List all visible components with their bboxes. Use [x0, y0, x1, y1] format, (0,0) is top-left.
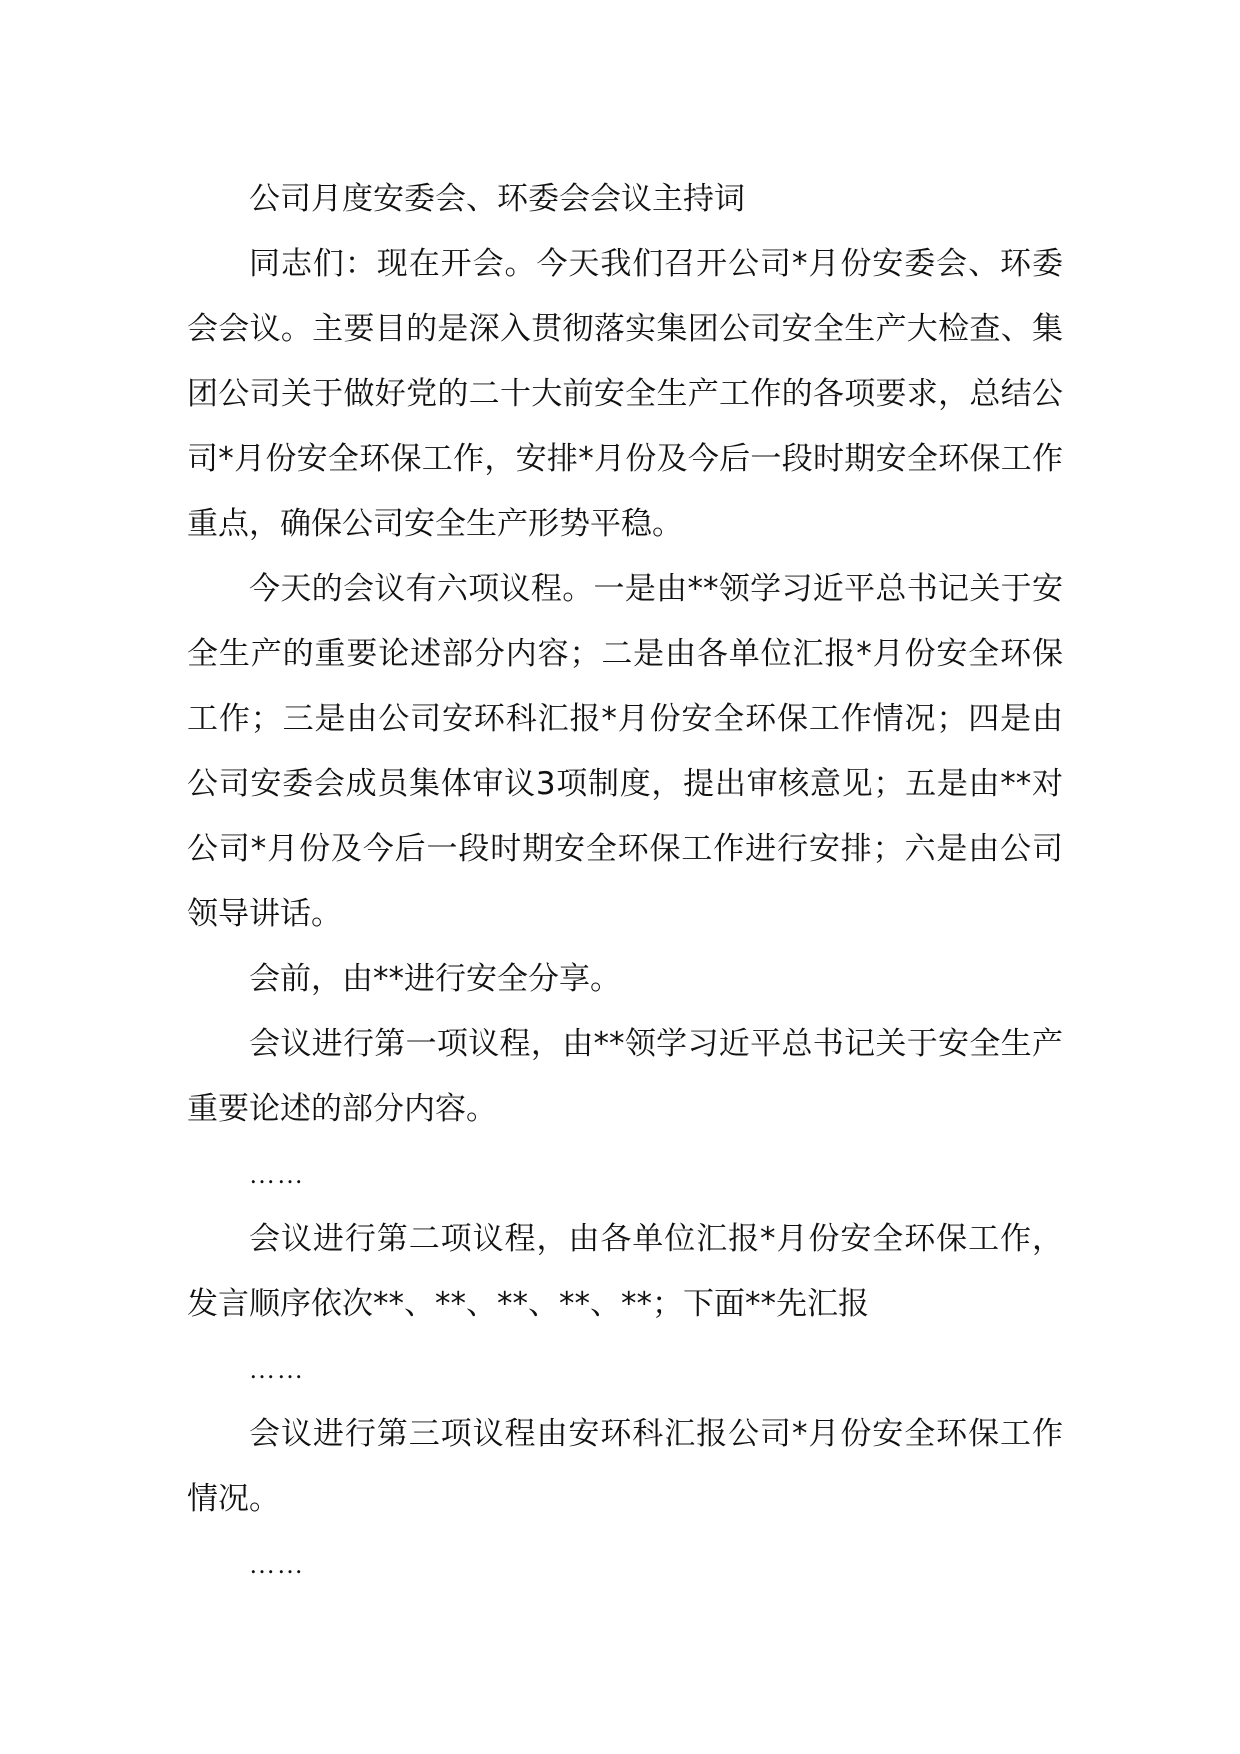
paragraph-opening: 同志们：现在开会。今天我们召开公司*月份安委会、环委会会议。主要目的是深入贯彻落实集团公司安全生产大检查、集团公司关于做好党的二十大前安全生产工作的各项要求，总结公司*月份安全环保工作，安排*月份及今后一段时期安全环保工作重点，确保公司安全生产形势平稳。: [187, 246, 1063, 542]
paragraph-agenda-item-3: 会议进行第三项议程由安环科汇报公司*月份安全环保工作情况。: [187, 1416, 1063, 1517]
paragraph-agenda-item-1: 会议进行第一项议程，由**领学习近平总书记关于安全生产重要论述的部分内容。: [187, 1026, 1063, 1127]
ellipsis-3: ……: [249, 1550, 305, 1579]
ellipsis-2: ……: [249, 1355, 305, 1384]
document-body: [187, 167, 1063, 1597]
paragraph-agenda: 今天的会议有六项议程。一是由**领学习近平总书记关于安全生产的重要论述部分内容；二是由各单位汇报*月份安全环保工作；三是由公司安环科汇报*月份安全环保工作情况；四是由公司安委会成员集体审议3项制度，提出审核意见；五是由**对公司*月份及今后一段时期安全环保工作进行安排；六是由公司领导讲话。: [187, 571, 1063, 932]
paragraph-agenda-item-2: 会议进行第二项议程，由各单位汇报*月份安全环保工作，发言顺序依次**、**、**、**、**；下面**先汇报: [187, 1221, 1063, 1322]
paragraph-safety-share: 会前，由**进行安全分享。: [249, 961, 621, 997]
document-title: 公司月度安委会、环委会会议主持词: [249, 181, 745, 217]
ellipsis-1: ……: [249, 1160, 305, 1189]
